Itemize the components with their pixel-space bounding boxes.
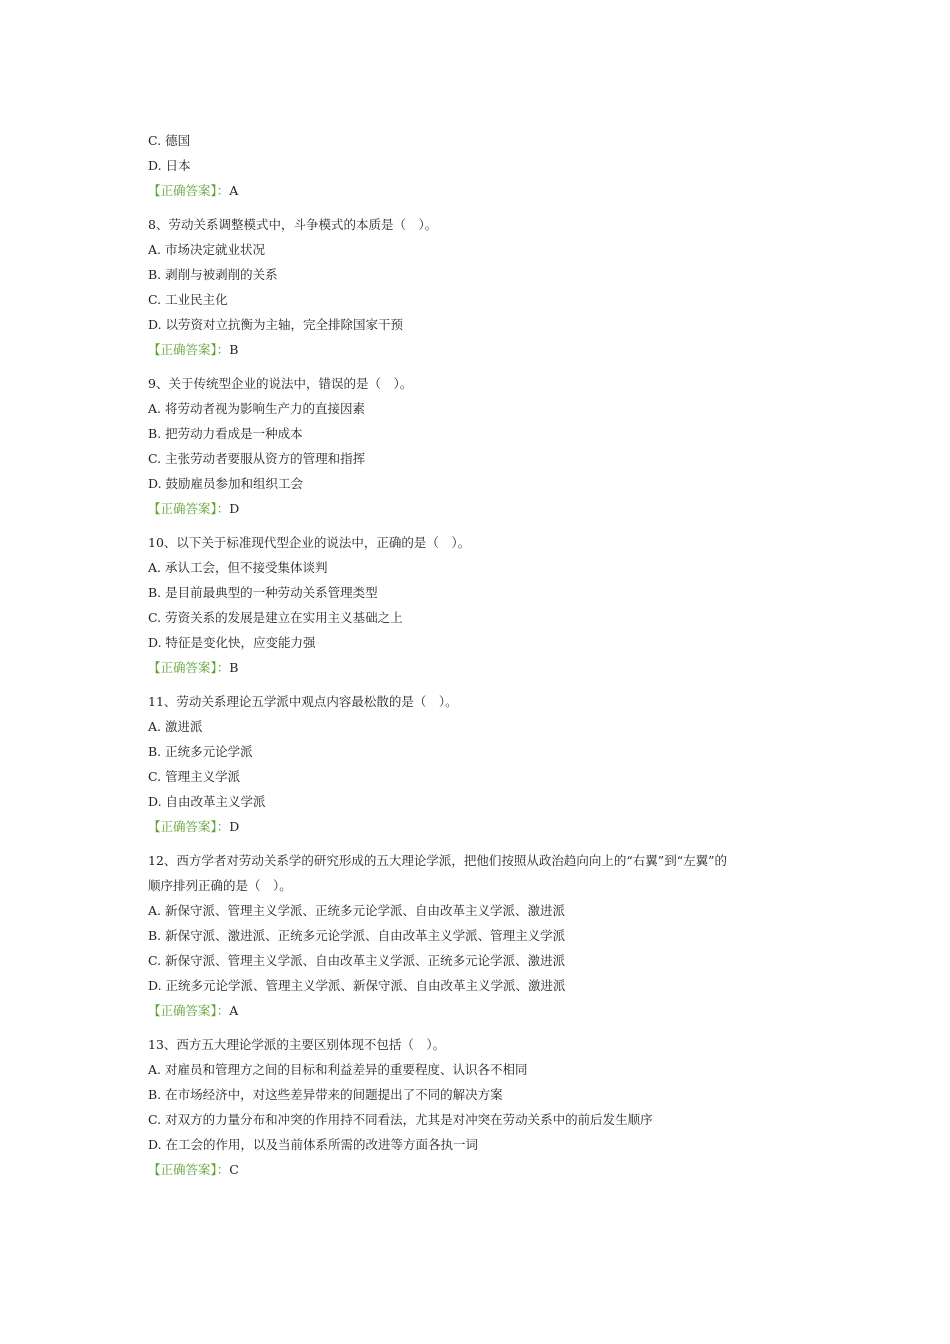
question-8 bbox=[148, 212, 828, 362]
option-item: B. 在市场经济中，对这些差异带来的间题提出了不同的解决方案 bbox=[148, 1087, 503, 1102]
option-item: C. 德国 bbox=[148, 133, 191, 148]
answer-value: D bbox=[229, 501, 240, 516]
answer-value: A bbox=[229, 183, 239, 198]
option-item: B. 把劳动力看成是一种成本 bbox=[148, 426, 303, 441]
question-10 bbox=[148, 530, 828, 680]
answer-line bbox=[148, 655, 828, 680]
question-text: 12、西方学者对劳动关系学的研究形成的五大理论学派，把他们按照从政治趋向向上的“右翼”到“左翼”的 bbox=[148, 853, 727, 868]
option-item: D. 鼓励雇员参加和组织工会 bbox=[148, 476, 304, 491]
answer-value: B bbox=[229, 660, 239, 675]
answer-label: 【正确答案】： bbox=[148, 1162, 230, 1177]
question-13 bbox=[148, 1032, 828, 1182]
question-text: 8、劳动关系调整模式中，斗争模式的本质是（ ）。 bbox=[148, 217, 438, 232]
option-item: D. 以劳资对立抗衡为主轴，完全排除国家干预 bbox=[148, 317, 404, 332]
question-text: 9、关于传统型企业的说法中，错误的是（ ）。 bbox=[148, 376, 413, 391]
option-item: A. 承认工会，但不接受集体谈判 bbox=[148, 560, 328, 575]
answer-value: C bbox=[229, 1162, 239, 1177]
option-item: C. 主张劳动者要服从资方的管理和指挥 bbox=[148, 451, 366, 466]
question-12 bbox=[148, 848, 828, 1023]
option-item: C. 管理主义学派 bbox=[148, 769, 241, 784]
question-text: 10、以下关于标准现代型企业的说法中，正确的是（ ）。 bbox=[148, 535, 471, 550]
document-page bbox=[148, 128, 828, 1182]
option-item: B. 剥削与被剥削的关系 bbox=[148, 267, 278, 282]
option-item: D. 正统多元论学派、管理主义学派、新保守派、自由改革主义学派、激进派 bbox=[148, 978, 566, 993]
answer-line bbox=[148, 496, 828, 521]
question-text: 13、西方五大理论学派的主要区别体现不包括（ ）。 bbox=[148, 1037, 446, 1052]
option-item: C. 劳资关系的发展是建立在实用主义基础之上 bbox=[148, 610, 403, 625]
answer-value: B bbox=[229, 342, 239, 357]
option-item: A. 将劳动者视为影响生产力的直接因素 bbox=[148, 401, 365, 416]
answer-line bbox=[148, 1157, 828, 1182]
answer-value: A bbox=[229, 1003, 239, 1018]
option-item: B. 正统多元论学派 bbox=[148, 744, 253, 759]
answer-line bbox=[148, 998, 828, 1023]
option-item: B. 新保守派、激进派、正统多元论学派、自由改革主义学派、管理主义学派 bbox=[148, 928, 566, 943]
option-item: A. 激进派 bbox=[148, 719, 203, 734]
question-text: 11、劳动关系理论五学派中观点内容最松散的是（ ）。 bbox=[148, 694, 458, 709]
option-item: A. 新保守派、管理主义学派、正统多元论学派、自由改革主义学派、激进派 bbox=[148, 903, 565, 918]
option-item: C. 新保守派、管理主义学派、自由改革主义学派、正统多元论学派、激进派 bbox=[148, 953, 566, 968]
answer-line bbox=[148, 178, 828, 203]
answer-value: D bbox=[229, 819, 240, 834]
answer-line bbox=[148, 337, 828, 362]
intro-block bbox=[148, 128, 828, 203]
option-item: A. 对雇员和管理方之间的目标和利益差异的重要程度、认识各不相同 bbox=[148, 1062, 528, 1077]
option-item: A. 市场决定就业状况 bbox=[148, 242, 265, 257]
option-item: D. 在工会的作用，以及当前体系所需的改进等方面各执一词 bbox=[148, 1137, 479, 1152]
option-item: B. 是目前最典型的一种劳动关系管理类型 bbox=[148, 585, 378, 600]
question-text: 顺序排列正确的是（ ）。 bbox=[148, 878, 292, 893]
answer-label: 【正确答案】： bbox=[148, 660, 230, 675]
answer-label: 【正确答案】： bbox=[148, 183, 230, 198]
answer-label: 【正确答案】： bbox=[148, 342, 230, 357]
question-11 bbox=[148, 689, 828, 839]
option-item: C. 工业民主化 bbox=[148, 292, 228, 307]
option-item: C. 对双方的力量分布和冲突的作用持不同看法，尤其是对冲突在劳动关系中的前后发生顺序 bbox=[148, 1112, 653, 1127]
answer-line bbox=[148, 814, 828, 839]
option-item: D. 特征是变化快，应变能力强 bbox=[148, 635, 316, 650]
answer-label: 【正确答案】： bbox=[148, 819, 230, 834]
option-item: D. 日本 bbox=[148, 158, 191, 173]
question-9 bbox=[148, 371, 828, 521]
answer-label: 【正确答案】： bbox=[148, 1003, 230, 1018]
option-item: D. 自由改革主义学派 bbox=[148, 794, 266, 809]
answer-label: 【正确答案】： bbox=[148, 501, 230, 516]
